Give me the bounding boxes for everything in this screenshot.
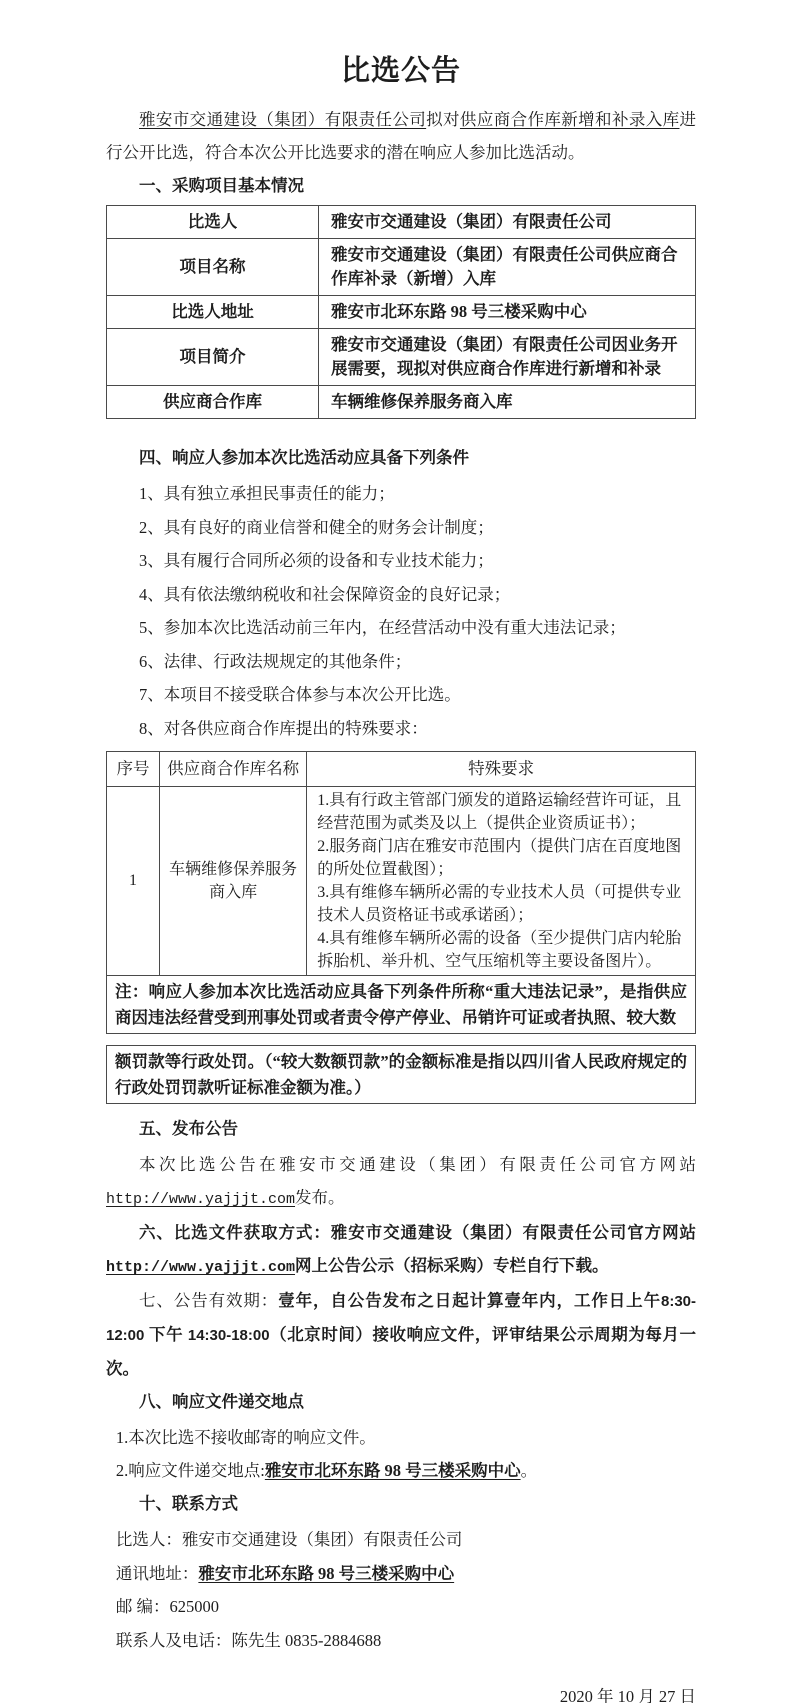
table-row: [107, 296, 696, 329]
section-5-heading: 五、发布公告: [139, 1119, 238, 1138]
contact-zip-line: 邮 编：625000: [115, 1597, 220, 1616]
publish-paragraph: [106, 1148, 696, 1216]
condition-item: 5、参加本次比选活动前三年内，在经营活动中没有重大违法记录；: [139, 618, 626, 637]
contact-address-line: [116, 1557, 696, 1591]
table-note-row: [107, 976, 696, 1034]
access-text-1: 六、比选文件获取方式：雅安市交通建设（集团）有限责任公司官方网站: [139, 1223, 696, 1242]
supplier-pool-name-cell: 车辆维修保养服务商入库: [160, 787, 307, 976]
requirement-item: 1.具有行政主管部门颁发的道路运输经营许可证，且经营范围为贰类及以上（提供企业资质证书）；: [317, 792, 682, 832]
requirement-item: 4.具有维修车辆所必需的设备（至少提供门店内轮胎拆胎机、举升机、空气压缩机等主要设备图片）。: [317, 930, 682, 970]
table-row: [107, 206, 696, 239]
publish-text-2: 发布。: [295, 1188, 345, 1207]
validity-suffix: （北京时间）接收响应文件，评审结果公示周期为每月一次。: [106, 1325, 697, 1378]
row-label: 比选人地址: [107, 296, 319, 329]
intro-text-2: 进行公开比选，符合本次公开比选要求的潜在响应人参加比选活动。: [106, 110, 696, 162]
address-value: 雅安市北环东路 98 号三楼采购中心: [198, 1563, 455, 1583]
validity-paragraph: [106, 1284, 696, 1385]
section-8-heading: 八、响应文件递交地点: [139, 1392, 304, 1411]
row-value: 雅安市交通建设（集团）有限责任公司因业务开展需要，现拟对供应商合作库进行新增和补录: [319, 329, 696, 386]
validity-prefix: 七、公告有效期：: [139, 1291, 279, 1310]
morning-hours: 8:30-12:00: [106, 1293, 697, 1344]
contact-buyer-line: 比选人：雅安市交通建设（集团）有限责任公司: [115, 1530, 463, 1549]
afternoon-label: 下午: [144, 1325, 188, 1344]
row-value: 车辆维修保养服务商入库: [319, 386, 696, 419]
delivery-item: 1.本次比选不接收邮寄的响应文件。: [115, 1428, 376, 1447]
requirement-item: 2.服务商门店在雅安市范围内（提供门店在百度地图的所处位置截图）；: [317, 838, 682, 878]
col-header-requirements: 特殊要求: [307, 752, 696, 787]
note-text: 注：响应人参加本次比选活动应具备下列条件所称“重大违法记录”，是指供应商因违法经营受到刑事处罚或者责令停产停业、吊销许可证或者执照、较大数: [107, 976, 696, 1034]
row-value: 雅安市交通建设（集团）有限责任公司供应商合作库补录（新增）入库: [319, 239, 696, 296]
table-row: [107, 329, 696, 386]
section-10-heading: 十、联系方式: [139, 1494, 238, 1513]
address-label: 通讯地址：: [115, 1563, 199, 1583]
publish-text-1: 本次比选公告在雅安市交通建设（集团）有限责任公司官方网站: [139, 1155, 696, 1174]
row-label: 比选人: [107, 206, 319, 239]
delivery-item: [116, 1454, 696, 1487]
website-link[interactable]: http://www.yajjjt.com: [106, 1191, 296, 1208]
website-link[interactable]: http://www.yajjjt.com: [106, 1259, 296, 1276]
condition-item: 3、具有履行合同所必须的设备和专业技术能力；: [139, 551, 494, 570]
condition-item: 7、本项目不接受联合体参与本次公开比选。: [139, 685, 461, 704]
access-text-2: 网上公告公示（招标采购）专栏自行下载。: [295, 1256, 609, 1275]
validity-text: 壹年，自公告发布之日起计算壹年内，工作日上午: [278, 1291, 661, 1310]
col-header-no: 序号: [107, 752, 160, 787]
announcement-date: 2020 年 10 月 27 日: [559, 1687, 696, 1703]
row-value: 雅安市北环东路 98 号三楼采购中心: [319, 296, 696, 329]
delivery-address: 雅安市北环东路 98 号三楼采购中心: [264, 1461, 521, 1480]
condition-item: 6、法律、行政法规规定的其他条件；: [139, 651, 412, 671]
intro-paragraph: [106, 103, 696, 169]
row-value: 雅安市交通建设（集团）有限责任公司: [319, 206, 696, 239]
document-access-paragraph: [106, 1216, 696, 1284]
condition-item: 8、对各供应商合作库提出的特殊要求：: [139, 718, 428, 738]
row-label: 项目名称: [107, 239, 319, 296]
page-title: 比选公告: [340, 55, 461, 87]
note-continuation-box: 额罚款等行政处罚。（“较大数额罚款”的金额标准是指以四川省人民政府规定的行政处罚罚款听证标准金额为准。）: [106, 1045, 696, 1104]
section-4-heading: 四、响应人参加本次比选活动应具备下列条件: [139, 448, 469, 467]
intro-text-1: 拟对: [426, 110, 460, 129]
requirements-cell: [307, 787, 696, 976]
row-label: 项目简介: [107, 329, 319, 386]
row-label: 供应商合作库: [107, 386, 319, 419]
special-requirements-table: [106, 751, 696, 1034]
table-row: [107, 386, 696, 419]
requirement-item: 3.具有维修车辆所必需的专业技术人员（可提供专业技术人员资格证书或承诺函）；: [317, 884, 682, 924]
col-header-name: 供应商合作库名称: [160, 752, 307, 787]
basic-info-table: [106, 205, 696, 419]
delivery-address-label: 2.响应文件递交地点:: [115, 1461, 265, 1480]
buyer-company-name: 雅安市交通建设（集团）有限责任公司: [139, 110, 427, 129]
afternoon-hours: 14:30-18:00: [187, 1327, 270, 1344]
section-1-heading: 一、采购项目基本情况: [139, 176, 304, 195]
table-header-row: [107, 752, 696, 787]
condition-item: 4、具有依法缴纳税收和社会保障资金的良好记录；: [139, 584, 511, 604]
row-number-cell: 1: [107, 787, 160, 976]
contact-phone-line: 联系人及电话：陈先生 0835-2884688: [115, 1630, 382, 1650]
table-row: [107, 787, 696, 976]
table-row: [107, 239, 696, 296]
condition-item: 2、具有良好的商业信誉和健全的财务会计制度；: [139, 517, 494, 537]
delivery-address-end: 。: [520, 1461, 538, 1480]
project-scope-text: 供应商合作库新增和补录入库: [459, 110, 680, 129]
condition-item: 1、具有独立承担民事责任的能力；: [139, 484, 395, 503]
